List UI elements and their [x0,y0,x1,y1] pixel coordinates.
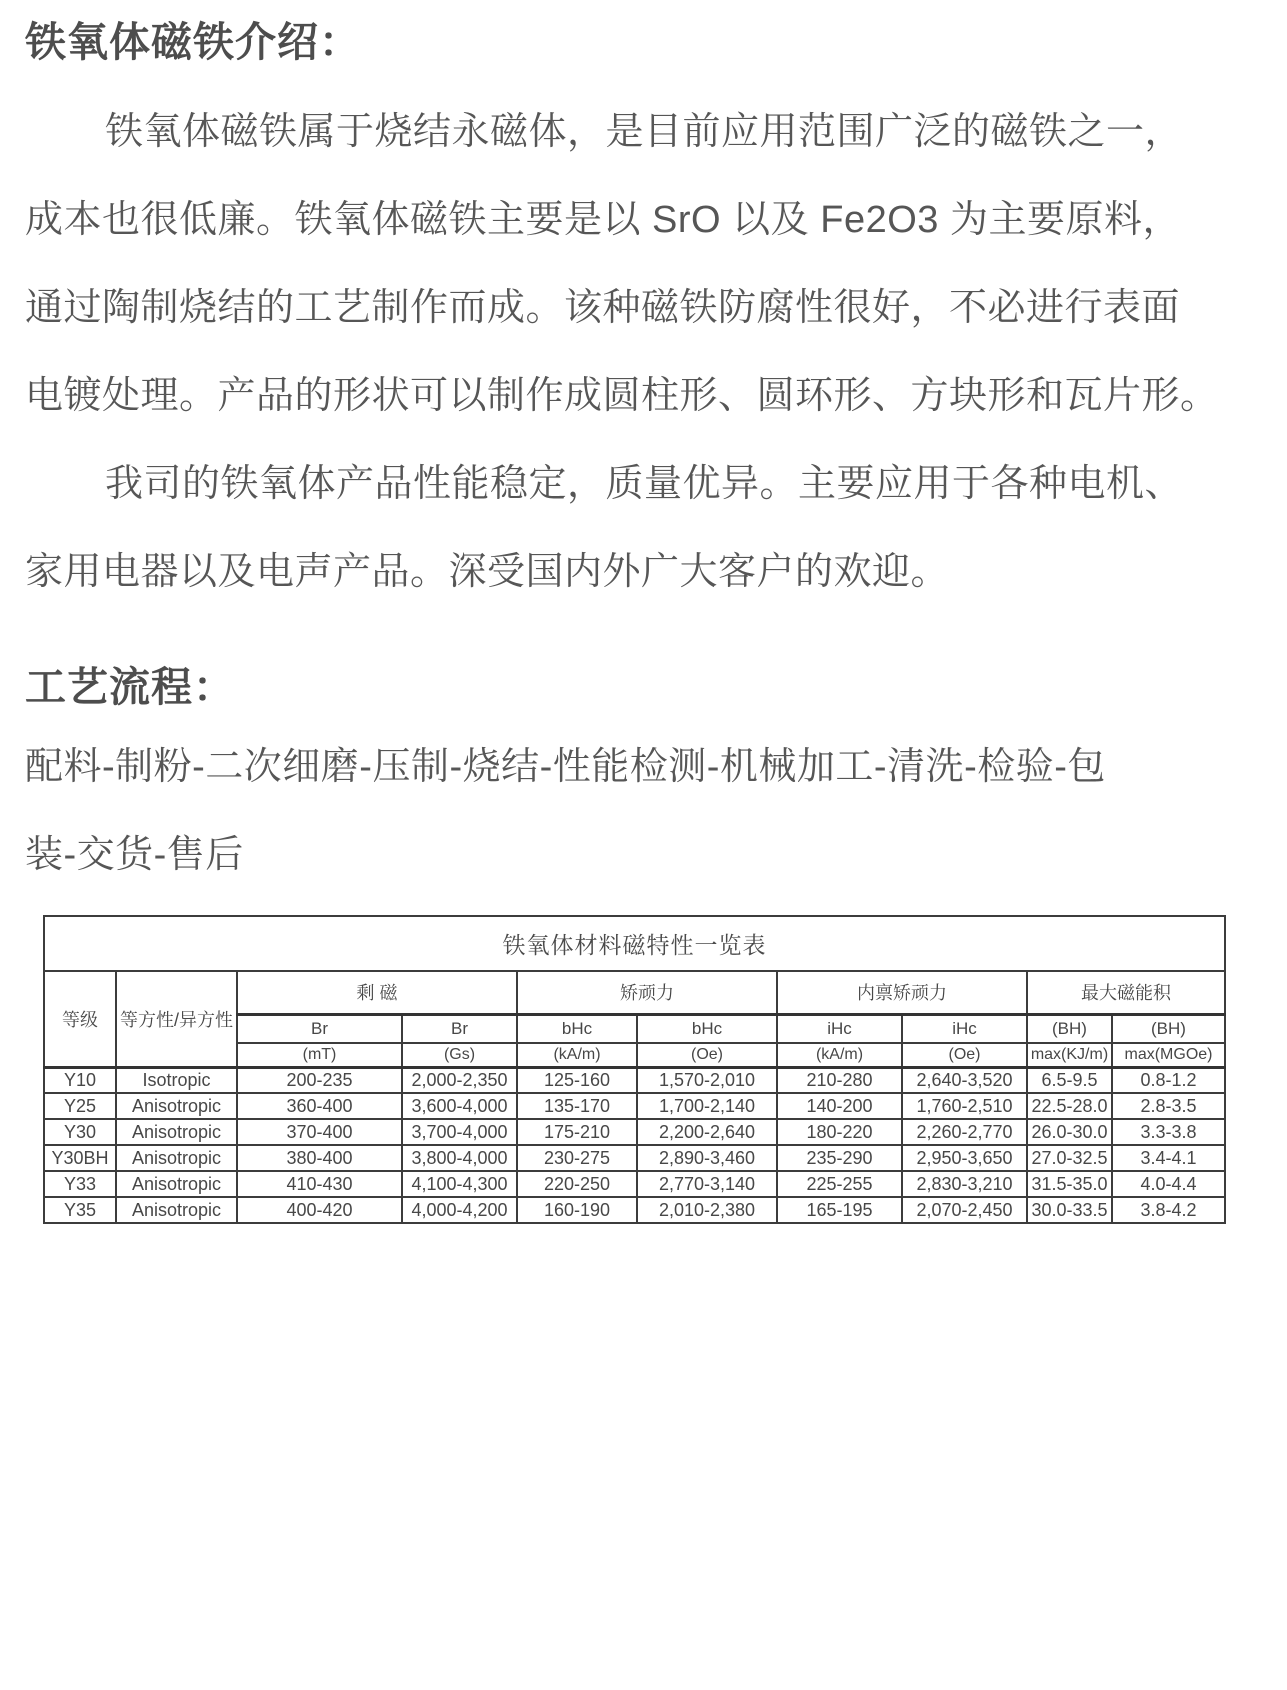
header-sub: (BH) [1027,1014,1112,1043]
header-unit: max(MGOe) [1112,1043,1225,1067]
table-cell: 31.5-35.0 [1027,1171,1112,1197]
table-cell: 165-195 [777,1197,902,1223]
header-sub: Br [237,1014,402,1043]
header-sub: bHc [637,1014,777,1043]
table-cell: Y30 [44,1119,116,1145]
table-cell: 27.0-32.5 [1027,1145,1112,1171]
table-cell: 4.0-4.4 [1112,1171,1225,1197]
table-cell: 6.5-9.5 [1027,1067,1112,1093]
table-cell: 3.3-3.8 [1112,1119,1225,1145]
table-cell: 135-170 [517,1093,637,1119]
intro-line: 成本也很低廉。铁氧体磁铁主要是以 SrO 以及 Fe2O3 为主要原料， [25,199,1181,241]
table-cell: 3,600-4,000 [402,1093,517,1119]
process-line: 配料-制粉-二次细磨-压制-烧结-性能检测-机械加工-清洗-检验-包 [25,746,1106,788]
table-cell: 1,700-2,140 [637,1093,777,1119]
table-cell: 210-280 [777,1067,902,1093]
table-title: 铁氧体材料磁特性一览表 [44,916,1225,971]
table-group-header-row [44,971,1225,1014]
table-cell: 1,570-2,010 [637,1067,777,1093]
intro-heading: 铁氧体磁铁介绍： [25,19,361,65]
table-cell: 380-400 [237,1145,402,1171]
table-cell: 4,100-4,300 [402,1171,517,1197]
table-cell: 160-190 [517,1197,637,1223]
table-cell: 230-275 [517,1145,637,1171]
table-cell: 2,200-2,640 [637,1119,777,1145]
header-group-max-energy-product: 最大磁能积 [1027,971,1225,1014]
header-sub: (BH) [1112,1014,1225,1043]
header-grade: 等级 [44,971,116,1067]
table-cell: 200-235 [237,1067,402,1093]
table-cell: 4,000-4,200 [402,1197,517,1223]
table-cell: 2,640-3,520 [902,1067,1027,1093]
process-line: 装-交货-售后 [25,834,244,876]
header-unit: (kA/m) [777,1043,902,1067]
header-unit: max(KJ/m) [1027,1043,1112,1067]
table-cell: 140-200 [777,1093,902,1119]
header-unit: (Oe) [637,1043,777,1067]
table-cell: Anisotropic [116,1145,237,1171]
intro-paragraph [25,88,1262,616]
header-isotropy: 等方性/异方性 [116,971,237,1067]
table-cell: 3.8-4.2 [1112,1197,1225,1223]
table-cell: Y30BH [44,1145,116,1171]
table-cell: Y10 [44,1067,116,1093]
table-cell: Y35 [44,1197,116,1223]
table-cell: 220-250 [517,1171,637,1197]
table-row [44,1171,1225,1197]
table-cell: Anisotropic [116,1197,237,1223]
table-cell: 2,950-3,650 [902,1145,1027,1171]
properties-table [43,915,1226,1224]
intro-line: 电镀处理。产品的形状可以制作成圆柱形、圆环形、方块形和瓦片形。 [25,375,1219,417]
table-cell: Anisotropic [116,1119,237,1145]
header-sub: Br [402,1014,517,1043]
table-row [44,1067,1225,1093]
table-cell: Anisotropic [116,1171,237,1197]
table-cell: 3,700-4,000 [402,1119,517,1145]
table-cell: 26.0-30.0 [1027,1119,1112,1145]
table-row [44,1119,1225,1145]
table-cell: 2.8-3.5 [1112,1093,1225,1119]
table-row [44,1145,1225,1171]
table-cell: 2,000-2,350 [402,1067,517,1093]
table-row [44,1093,1225,1119]
table-cell: 30.0-33.5 [1027,1197,1112,1223]
header-unit: (kA/m) [517,1043,637,1067]
table-cell: 22.5-28.0 [1027,1093,1112,1119]
header-group-intrinsic-coercivity: 内禀矫顽力 [777,971,1027,1014]
header-sub: bHc [517,1014,637,1043]
header-unit: (Oe) [902,1043,1027,1067]
header-unit: (mT) [237,1043,402,1067]
table-cell: 2,070-2,450 [902,1197,1027,1223]
table-cell: Anisotropic [116,1093,237,1119]
table-cell: 225-255 [777,1171,902,1197]
intro-line: 通过陶制烧结的工艺制作而成。该种磁铁防腐性很好，不必进行表面 [25,287,1181,329]
table-title-row [44,916,1225,971]
table-cell: 235-290 [777,1145,902,1171]
table-cell: Y33 [44,1171,116,1197]
table-cell: 180-220 [777,1119,902,1145]
table-cell: 1,760-2,510 [902,1093,1027,1119]
header-unit: (Gs) [402,1043,517,1067]
table-cell: 125-160 [517,1067,637,1093]
table-cell: 400-420 [237,1197,402,1223]
table-cell: 2,260-2,770 [902,1119,1027,1145]
intro-line: 铁氧体磁铁属于烧结永磁体，是目前应用范围广泛的磁铁之一， [105,111,1184,153]
table-cell: 360-400 [237,1093,402,1119]
table-cell: 175-210 [517,1119,637,1145]
table-cell: 2,770-3,140 [637,1171,777,1197]
table-cell: 0.8-1.2 [1112,1067,1225,1093]
table-cell: Isotropic [116,1067,237,1093]
header-group-remanence: 剩 磁 [237,971,517,1014]
process-paragraph [25,723,1262,899]
table-cell: 2,010-2,380 [637,1197,777,1223]
table-cell: 370-400 [237,1119,402,1145]
header-sub: iHc [902,1014,1027,1043]
table-row [44,1197,1225,1223]
intro-line: 我司的铁氧体产品性能稳定，质量优异。主要应用于各种电机、 [105,463,1184,505]
table-cell: 2,830-3,210 [902,1171,1027,1197]
header-sub: iHc [777,1014,902,1043]
process-heading: 工艺流程： [25,664,235,710]
table-cell: 3.4-4.1 [1112,1145,1225,1171]
table-cell: 410-430 [237,1171,402,1197]
table-cell: 3,800-4,000 [402,1145,517,1171]
table-cell: 2,890-3,460 [637,1145,777,1171]
header-group-coercivity: 矫顽力 [517,971,777,1014]
table-cell: Y25 [44,1093,116,1119]
intro-line: 家用电器以及电声产品。深受国内外广大客户的欢迎。 [25,551,950,593]
